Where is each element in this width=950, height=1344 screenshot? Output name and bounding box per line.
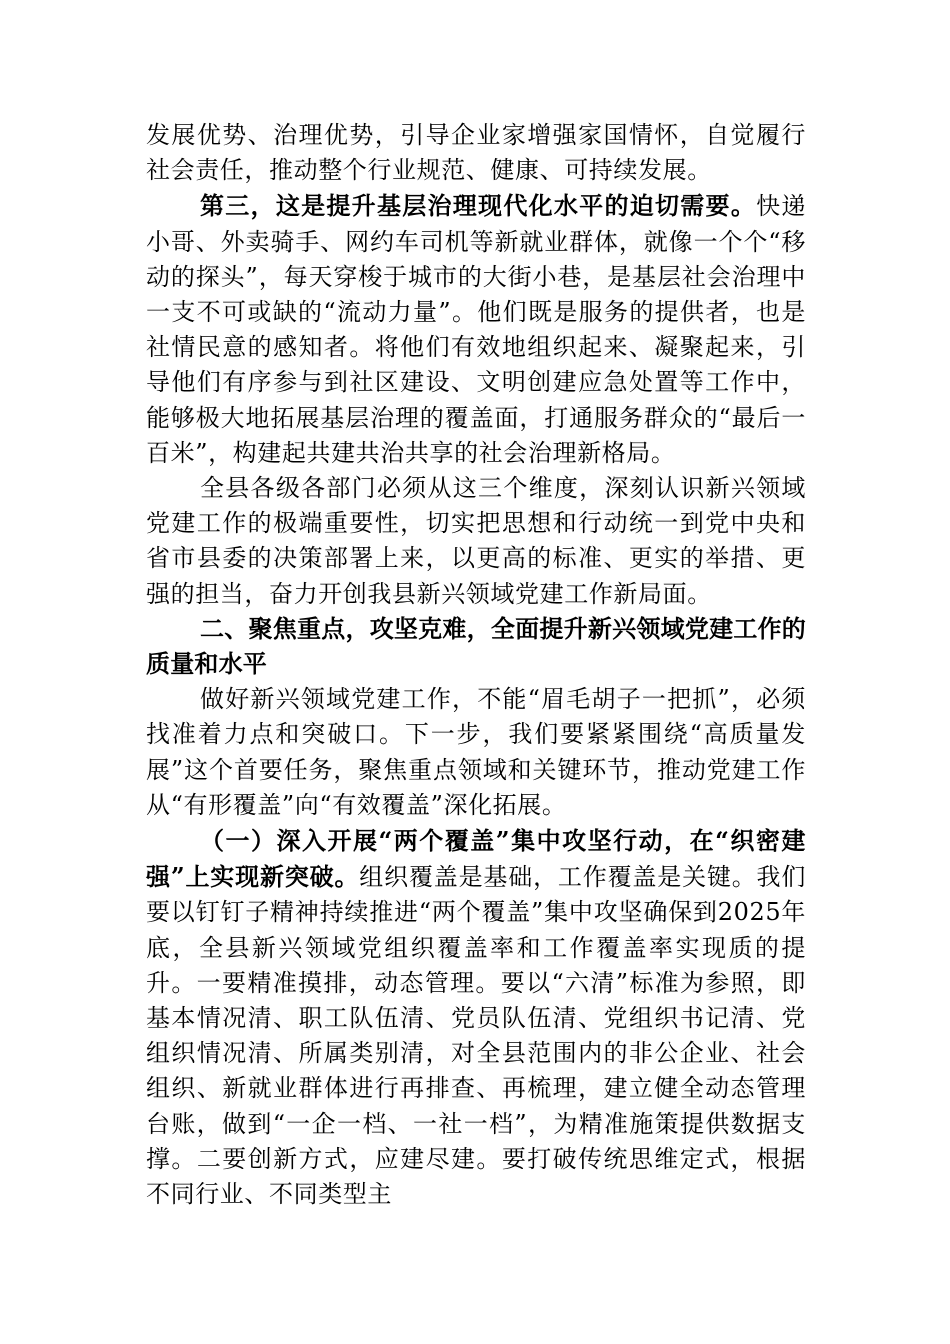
section-heading-two — [146, 612, 806, 682]
document-body — [146, 118, 806, 1212]
paragraph-summary — [146, 471, 806, 612]
paragraph-lead: 第三，这是提升基层治理现代化水平的迫切需要。 — [200, 191, 757, 221]
paragraph-continuation — [146, 118, 806, 188]
paragraph-text: 做好新兴领域党建工作，不能“眉毛胡子一把抓”，必须找准着力点和突破口。下一步，我们要紧紧围绕“高质量发展”这个首要任务，聚焦重点领域和关键环节，推动党建工作从“有形覆盖”向“有效覆盖”深化拓展。 — [146, 685, 806, 819]
heading-text: 二、聚焦重点，攻坚克难，全面提升新兴领域党建工作的质量和水平 — [146, 614, 806, 679]
paragraph-third-point — [146, 188, 806, 471]
paragraph-text: 发展优势、治理优势，引导企业家增强家国情怀，自觉履行社会责任，推动整个行业规范、健康、可持续发展。 — [146, 121, 806, 185]
paragraph-text: 组织覆盖是基础，工作覆盖是关键。我们要以钉钉子精神持续推进“两个覆盖”集中攻坚确保到2025年底，全县新兴领域党组织覆盖率和工作覆盖率实现质的提升。一要精准摸排，动态管理。要以“六清”标准为参照，即基本情况清、职工队伍清、党员队伍清、党组织书记清、党组织情况清、所属类别清，对全县范围内的非公企业、社会组织、新就业群体进行再排查、再梳理，建立健全动态管理台账，做到“一企一档、一社一档”，为精准施策提供数据支撑。二要创新方式，应建尽建。要打破传统思维定式，根据不同行业、不同类型主 — [146, 863, 806, 1209]
paragraph-intro — [146, 682, 806, 823]
paragraph-lead: （一）深入开展“两个覆盖”集中攻坚行动，在“织密建强”上实现新突破。 — [146, 826, 806, 892]
paragraph-text: 全县各级各部门必须从这三个维度，深刻认识新兴领域党建工作的极端重要性，切实把思想和行动统一到党中央和省市县委的决策部署上来，以更高的标准、更实的举措、更强的担当，奋力开创我县新兴领域党建工作新局面。 — [146, 474, 806, 608]
paragraph-subsection-one — [146, 823, 806, 1212]
paragraph-text: 快递小哥、外卖骑手、网约车司机等新就业群体，就像一个个“移动的探头”，每天穿梭于城市的大街小巷，是基层社会治理中一支不可或缺的“流动力量”。他们既是服务的提供者，也是社情民意的感知者。将他们有效地组织起来、凝聚起来，引导他们有序参与到社区建设、文明创建应急处置等工作中，能够极大地拓展基层治理的覆盖面，打通服务群众的“最后一百米”，构建起共建共治共享的社会治理新格局。 — [146, 192, 807, 467]
